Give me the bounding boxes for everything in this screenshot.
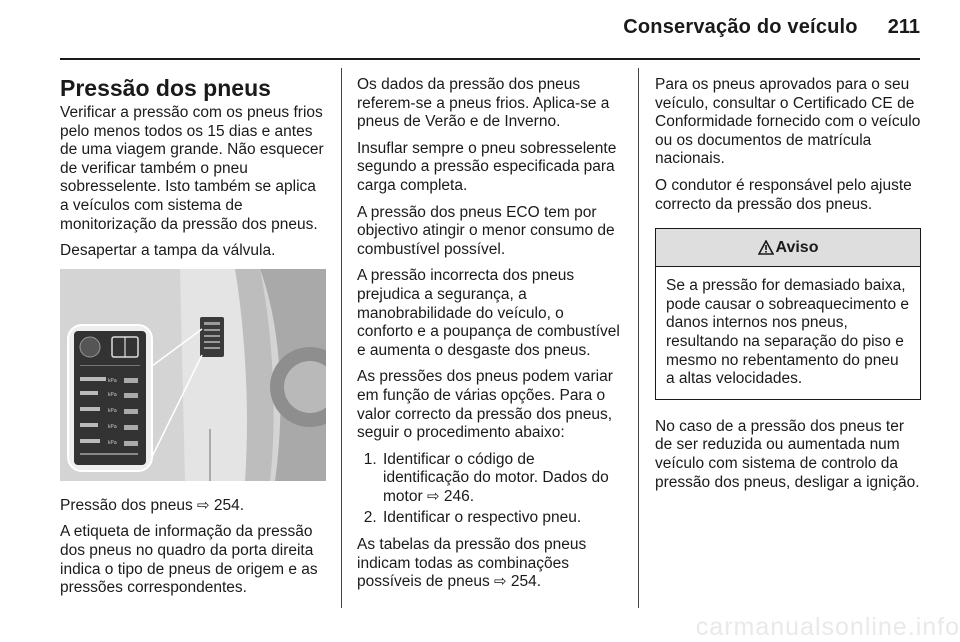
procedure-list — [357, 451, 623, 528]
paragraph: Para os pneus aprovados para o seu veículo, consultar o Certificado CE de Conformidade fornecido com o veículo ou os documentos de matrícula nacionais. — [655, 76, 921, 168]
figure-unit-label: kPa — [108, 439, 117, 446]
warning-triangle-icon — [758, 240, 774, 255]
figure-unit-label: kPa — [108, 423, 117, 430]
warning-header — [656, 229, 920, 267]
paragraph: As tabelas da pressão dos pneus indicam todas as combinações possíveis de pneus ⇨ 254. — [357, 536, 587, 591]
paragraph: As pressões dos pneus podem variar em função de várias opções. Para o valor correcto da pressão dos pneus, seguir o procedimento abaixo: — [357, 368, 613, 442]
page-ref-icon: ⇨ — [426, 487, 440, 505]
column-2 — [357, 76, 623, 600]
figure-unit-label: kPa — [108, 391, 117, 398]
section-title: Conservação do veículo — [623, 16, 858, 38]
caption-page-ref[interactable]: 254. — [213, 496, 245, 514]
header-rule — [60, 58, 920, 60]
figure-caption: Pressão dos pneus ⇨ 254. — [60, 496, 245, 514]
list-item: 2. Identificar o respectivo pneu. — [381, 509, 623, 528]
page-ref-icon: ⇨ — [494, 573, 507, 591]
column-1 — [60, 66, 326, 606]
paragraph: A pressão dos pneus ECO tem por objectivo atingir o menor consumo de combustível possível. — [357, 203, 615, 258]
paragraph: No caso de a pressão dos pneus ter de ser reduzida ou aumentada num veículo com sistema de controlo da pressão dos pneus, desligar a ignição. — [655, 417, 920, 491]
page-header — [60, 16, 920, 46]
tire-pressure-label-figure — [60, 269, 326, 481]
page-heading: Pressão dos pneus — [60, 75, 271, 101]
watermark: carmanualsonline.info — [695, 613, 960, 641]
warning-text: Se a pressão for demasiado baixa, pode causar o sobreaquecimento e danos internos nos pneus, resultando na separação do piso e mesmo no rebentamento do pneu a altas velocidades. — [666, 277, 909, 388]
list-page-ref[interactable]: 246. — [443, 487, 474, 505]
column-divider-2 — [638, 68, 639, 608]
paragraph: Desapertar a tampa da válvula. — [60, 242, 276, 260]
paragraph: A etiqueta de informação da pressão dos pneus no quadro da porta direita indica o tipo de pneus de origem e as pressões correspondentes. — [60, 523, 318, 597]
paragraph: O condutor é responsável pelo ajuste correcto da pressão dos pneus. — [655, 176, 912, 213]
figure-unit-label: kPa — [108, 377, 117, 384]
paragraph: Os dados da pressão dos pneus referem-se a pneus frios. Aplica-se a pneus de Verão e de Inverno. — [357, 76, 610, 131]
column-3 — [655, 76, 921, 500]
paragraph: A pressão incorrecta dos pneus prejudica a segurança, a manobrabilidade do veículo, o conforto e a poupança de combustível e aumenta o desgaste dos pneus. — [357, 267, 620, 359]
paragraph: Verificar a pressão com os pneus frios pelo menos todos os 15 dias e antes de uma viagem grande. Não esquecer de verificar também o pneu sobresselente. Isto também se aplica a veículos com sistema de monitorização da pressão dos pneus. — [60, 104, 324, 233]
list-item: 1. Identificar o código de identificação do motor. Dados do motor ⇨ 246. — [381, 451, 623, 507]
paragraph: Insuflar sempre o pneu sobresselente segundo a pressão especificada para carga completa. — [357, 139, 617, 194]
page-number: 211 — [887, 16, 920, 38]
warning-title: Aviso — [775, 239, 819, 257]
door-frame-illustration — [60, 269, 326, 481]
paragraph-page-ref[interactable]: 254. — [510, 573, 542, 591]
column-divider-1 — [341, 68, 342, 608]
figure-unit-label: kPa — [108, 407, 117, 414]
page-ref-icon: ⇨ — [197, 496, 210, 514]
warning-box — [655, 228, 921, 400]
